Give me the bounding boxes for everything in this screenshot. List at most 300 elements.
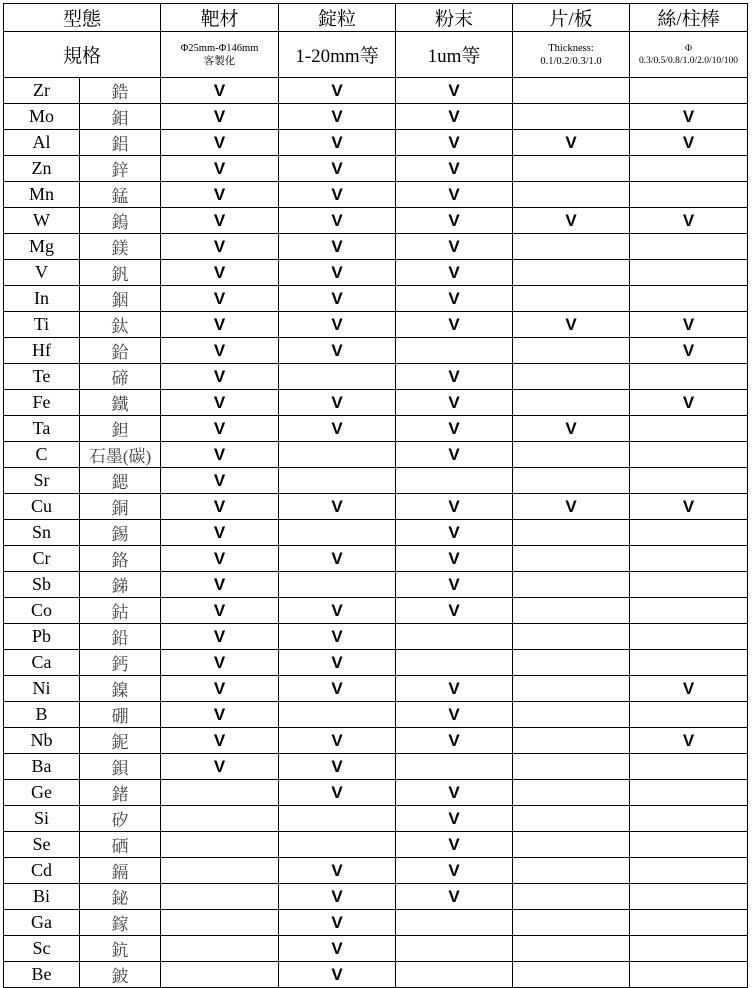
element-symbol: Sb (4, 572, 80, 598)
cell-powder (396, 520, 513, 546)
element-name: 銦 (80, 286, 161, 312)
spec-sheet-line2: 0.1/0.2/0.3/1.0 (540, 55, 602, 67)
cell-pellet (279, 286, 396, 312)
cell-sheet (513, 702, 630, 728)
cell-wire (630, 572, 748, 598)
cell-wire (630, 806, 748, 832)
element-name: 碲 (80, 364, 161, 390)
element-name: 鎢 (80, 208, 161, 234)
cell-powder (396, 260, 513, 286)
element-symbol: In (4, 286, 80, 312)
check-mark: V (331, 158, 343, 178)
check-mark: V (213, 574, 226, 594)
check-mark: V (331, 80, 343, 100)
cell-target (161, 416, 279, 442)
cell-powder (396, 702, 513, 728)
cell-wire (630, 104, 748, 130)
table-row (4, 910, 748, 936)
table-row (4, 884, 748, 910)
check-mark: V (448, 496, 460, 516)
element-symbol: Pb (4, 624, 80, 650)
cell-target (161, 78, 279, 104)
cell-pellet (279, 312, 396, 338)
element-name: 錳 (80, 182, 161, 208)
cell-pellet (279, 208, 396, 234)
cell-wire (630, 520, 748, 546)
check-mark: V (448, 548, 460, 568)
cell-wire (630, 780, 748, 806)
table-row (4, 624, 748, 650)
check-mark: V (213, 158, 226, 178)
element-name: 鉿 (80, 338, 161, 364)
check-mark: V (448, 444, 460, 464)
check-mark: V (331, 106, 343, 126)
cell-sheet (513, 624, 630, 650)
table-row (4, 936, 748, 962)
check-mark: V (331, 548, 343, 568)
check-mark: V (331, 964, 343, 984)
element-symbol: Sr (4, 468, 80, 494)
table-row (4, 208, 748, 234)
cell-powder (396, 728, 513, 754)
cell-target (161, 520, 279, 546)
check-mark: V (448, 808, 460, 828)
cell-powder (396, 338, 513, 364)
cell-powder (396, 182, 513, 208)
cell-pellet (279, 182, 396, 208)
cell-sheet (513, 598, 630, 624)
cell-wire (630, 702, 748, 728)
cell-pellet (279, 364, 396, 390)
cell-pellet (279, 520, 396, 546)
check-mark: V (448, 210, 460, 230)
table-row (4, 234, 748, 260)
check-mark: V (448, 522, 460, 542)
cell-powder (396, 858, 513, 884)
check-mark: V (448, 288, 460, 308)
cell-wire (630, 390, 748, 416)
check-mark: V (213, 470, 226, 490)
cell-target (161, 728, 279, 754)
cell-sheet (513, 546, 630, 572)
col-title-pellet: 錠粒 (279, 4, 396, 32)
table-row (4, 598, 748, 624)
cell-pellet (279, 234, 396, 260)
element-symbol: Te (4, 364, 80, 390)
check-mark: V (331, 886, 343, 906)
check-mark: V (213, 626, 226, 646)
element-name: 鍶 (80, 468, 161, 494)
spec-wire-line2: 0.3/0.5/0.8/1.0/2.0/10/100 (639, 55, 738, 66)
check-mark: V (331, 912, 343, 932)
cell-wire (630, 234, 748, 260)
cell-sheet (513, 260, 630, 286)
table-row (4, 286, 748, 312)
check-mark: V (213, 418, 226, 438)
cell-sheet (513, 104, 630, 130)
table-row (4, 312, 748, 338)
check-mark: V (448, 418, 460, 438)
table-row (4, 416, 748, 442)
element-name: 銻 (80, 572, 161, 598)
element-symbol: Ni (4, 676, 80, 702)
element-name: 鈮 (80, 728, 161, 754)
cell-sheet (513, 312, 630, 338)
cell-pellet (279, 910, 396, 936)
check-mark: V (213, 392, 226, 412)
check-mark: V (682, 496, 695, 516)
table-row (4, 520, 748, 546)
check-mark: V (213, 132, 226, 152)
cell-powder (396, 156, 513, 182)
col-title-wire: 絲/柱棒 (630, 4, 748, 32)
cell-pellet (279, 546, 396, 572)
check-mark: V (331, 132, 343, 152)
cell-sheet (513, 468, 630, 494)
element-name: 鋅 (80, 156, 161, 182)
table-row (4, 338, 748, 364)
element-name: 鉬 (80, 104, 161, 130)
element-name: 鈦 (80, 312, 161, 338)
cell-pellet (279, 650, 396, 676)
check-mark: V (682, 106, 695, 126)
cell-target (161, 182, 279, 208)
cell-pellet (279, 806, 396, 832)
cell-wire (630, 182, 748, 208)
check-mark: V (213, 730, 226, 750)
cell-powder (396, 806, 513, 832)
cell-target (161, 234, 279, 260)
check-mark: V (331, 860, 343, 880)
table-row (4, 754, 748, 780)
check-mark: V (682, 678, 695, 698)
element-symbol: Ge (4, 780, 80, 806)
check-mark: V (331, 314, 343, 334)
cell-powder (396, 442, 513, 468)
cell-pellet (279, 676, 396, 702)
table-row (4, 572, 748, 598)
cell-pellet (279, 78, 396, 104)
check-mark: V (213, 704, 226, 724)
element-name: 鉛 (80, 624, 161, 650)
table-row (4, 78, 748, 104)
element-name: 矽 (80, 806, 161, 832)
cell-wire (630, 546, 748, 572)
cell-pellet (279, 442, 396, 468)
element-symbol: Ba (4, 754, 80, 780)
element-name: 硒 (80, 832, 161, 858)
cell-sheet (513, 572, 630, 598)
cell-powder (396, 416, 513, 442)
cell-pellet (279, 260, 396, 286)
check-mark: V (331, 938, 343, 958)
element-name: 錫 (80, 520, 161, 546)
check-mark: V (213, 314, 226, 334)
table-row (4, 468, 748, 494)
cell-powder (396, 390, 513, 416)
check-mark: V (448, 574, 460, 594)
element-name: 釩 (80, 260, 161, 286)
element-name: 鍺 (80, 780, 161, 806)
check-mark: V (448, 366, 460, 386)
check-mark: V (331, 496, 343, 516)
cell-target (161, 832, 279, 858)
element-symbol: Zr (4, 78, 80, 104)
element-symbol: Si (4, 806, 80, 832)
cell-wire (630, 156, 748, 182)
cell-wire (630, 858, 748, 884)
check-mark: V (448, 782, 460, 802)
element-symbol: W (4, 208, 80, 234)
spec-header: 規格 (4, 32, 161, 78)
check-mark: V (682, 340, 695, 360)
cell-sheet (513, 390, 630, 416)
cell-sheet (513, 910, 630, 936)
table-row (4, 702, 748, 728)
cell-target (161, 572, 279, 598)
cell-powder (396, 780, 513, 806)
cell-wire (630, 754, 748, 780)
element-name: 鐵 (80, 390, 161, 416)
check-mark: V (682, 210, 695, 230)
cell-target (161, 494, 279, 520)
cell-sheet (513, 182, 630, 208)
materials-table (3, 3, 748, 988)
check-mark: V (448, 106, 460, 126)
check-mark: V (565, 496, 577, 516)
check-mark: V (331, 782, 343, 802)
cell-powder (396, 546, 513, 572)
cell-wire (630, 130, 748, 156)
check-mark: V (213, 652, 226, 672)
check-mark: V (448, 236, 460, 256)
check-mark: V (448, 834, 460, 854)
cell-target (161, 156, 279, 182)
cell-target (161, 910, 279, 936)
cell-sheet (513, 130, 630, 156)
table-row (4, 858, 748, 884)
check-mark: V (565, 210, 577, 230)
spec-pellet: 1-20mm等 (279, 32, 396, 78)
cell-pellet (279, 416, 396, 442)
table-row (4, 260, 748, 286)
element-symbol: Cr (4, 546, 80, 572)
check-mark: V (331, 418, 343, 438)
table-row (4, 104, 748, 130)
cell-target (161, 546, 279, 572)
check-mark: V (448, 600, 460, 620)
col-title-target: 靶材 (161, 4, 279, 32)
cell-powder (396, 364, 513, 390)
cell-pellet (279, 130, 396, 156)
cell-pellet (279, 728, 396, 754)
header-row-spec (4, 32, 748, 78)
check-mark: V (213, 236, 226, 256)
type-header: 型態 (4, 4, 161, 32)
cell-powder (396, 208, 513, 234)
cell-pellet (279, 858, 396, 884)
table-row (4, 494, 748, 520)
table-row (4, 806, 748, 832)
element-symbol: Fe (4, 390, 80, 416)
cell-powder (396, 832, 513, 858)
cell-wire (630, 78, 748, 104)
check-mark: V (213, 522, 226, 542)
cell-powder (396, 962, 513, 988)
cell-powder (396, 286, 513, 312)
cell-sheet (513, 520, 630, 546)
check-mark: V (213, 288, 226, 308)
check-mark: V (448, 730, 460, 750)
cell-sheet (513, 936, 630, 962)
cell-wire (630, 286, 748, 312)
cell-wire (630, 910, 748, 936)
cell-target (161, 208, 279, 234)
cell-wire (630, 832, 748, 858)
check-mark: V (213, 756, 226, 776)
check-mark: V (565, 314, 577, 334)
cell-wire (630, 728, 748, 754)
cell-pellet (279, 962, 396, 988)
check-mark: V (213, 444, 226, 464)
element-name: 石墨(碳) (80, 442, 161, 468)
cell-sheet (513, 962, 630, 988)
element-symbol: Ti (4, 312, 80, 338)
cell-wire (630, 364, 748, 390)
cell-target (161, 702, 279, 728)
element-symbol: Zn (4, 156, 80, 182)
col-title-sheet: 片/板 (513, 4, 630, 32)
check-mark: V (331, 236, 343, 256)
element-symbol: Ga (4, 910, 80, 936)
spec-wire (630, 32, 748, 78)
check-mark: V (331, 210, 343, 230)
element-name: 鋇 (80, 754, 161, 780)
element-name: 銅 (80, 494, 161, 520)
check-mark: V (331, 730, 343, 750)
cell-sheet (513, 442, 630, 468)
cell-target (161, 650, 279, 676)
element-name: 鈹 (80, 962, 161, 988)
check-mark: V (213, 366, 226, 386)
check-mark: V (331, 288, 343, 308)
cell-powder (396, 572, 513, 598)
check-mark: V (213, 678, 226, 698)
cell-pellet (279, 468, 396, 494)
cell-target (161, 286, 279, 312)
table-row (4, 130, 748, 156)
cell-sheet (513, 78, 630, 104)
check-mark: V (331, 392, 343, 412)
cell-target (161, 754, 279, 780)
cell-powder (396, 494, 513, 520)
cell-sheet (513, 156, 630, 182)
cell-pellet (279, 780, 396, 806)
cell-target (161, 260, 279, 286)
element-symbol: Sc (4, 936, 80, 962)
check-mark: V (213, 262, 226, 282)
cell-target (161, 962, 279, 988)
spec-powder: 1um等 (396, 32, 513, 78)
cell-pellet (279, 156, 396, 182)
element-symbol: Sn (4, 520, 80, 546)
element-symbol: Al (4, 130, 80, 156)
spec-target (161, 32, 279, 78)
cell-target (161, 312, 279, 338)
cell-sheet (513, 416, 630, 442)
cell-target (161, 364, 279, 390)
cell-pellet (279, 390, 396, 416)
element-name: 鋁 (80, 130, 161, 156)
check-mark: V (565, 132, 577, 152)
cell-target (161, 104, 279, 130)
check-mark: V (682, 132, 695, 152)
check-mark: V (682, 730, 695, 750)
table-row (4, 156, 748, 182)
element-symbol: Mn (4, 182, 80, 208)
check-mark: V (448, 392, 460, 412)
cell-sheet (513, 832, 630, 858)
spec-target-line1: Φ25mm-Φ146mm (180, 42, 259, 54)
element-name: 鎵 (80, 910, 161, 936)
check-mark: V (448, 678, 460, 698)
element-name: 鋯 (80, 78, 161, 104)
cell-target (161, 936, 279, 962)
element-name: 鉭 (80, 416, 161, 442)
cell-powder (396, 598, 513, 624)
cell-powder (396, 936, 513, 962)
cell-sheet (513, 884, 630, 910)
cell-wire (630, 468, 748, 494)
element-name: 鈣 (80, 650, 161, 676)
cell-wire (630, 598, 748, 624)
check-mark: V (213, 548, 226, 568)
cell-target (161, 780, 279, 806)
cell-target (161, 442, 279, 468)
cell-target (161, 468, 279, 494)
element-name: 鎘 (80, 858, 161, 884)
table-row (4, 364, 748, 390)
element-symbol: Ca (4, 650, 80, 676)
cell-sheet (513, 234, 630, 260)
cell-sheet (513, 806, 630, 832)
element-symbol: Cu (4, 494, 80, 520)
cell-pellet (279, 494, 396, 520)
table-row (4, 650, 748, 676)
element-symbol: Se (4, 832, 80, 858)
cell-target (161, 884, 279, 910)
cell-wire (630, 676, 748, 702)
cell-target (161, 338, 279, 364)
check-mark: V (213, 340, 226, 360)
table-row (4, 780, 748, 806)
cell-powder (396, 624, 513, 650)
check-mark: V (213, 106, 226, 126)
header-row-type (4, 4, 748, 32)
element-name: 鈧 (80, 936, 161, 962)
cell-powder (396, 104, 513, 130)
check-mark: V (448, 314, 460, 334)
element-symbol: Mo (4, 104, 80, 130)
element-name: 硼 (80, 702, 161, 728)
element-symbol: Be (4, 962, 80, 988)
cell-pellet (279, 936, 396, 962)
cell-wire (630, 936, 748, 962)
check-mark: V (448, 886, 460, 906)
check-mark: V (213, 210, 226, 230)
check-mark: V (331, 652, 343, 672)
cell-sheet (513, 728, 630, 754)
